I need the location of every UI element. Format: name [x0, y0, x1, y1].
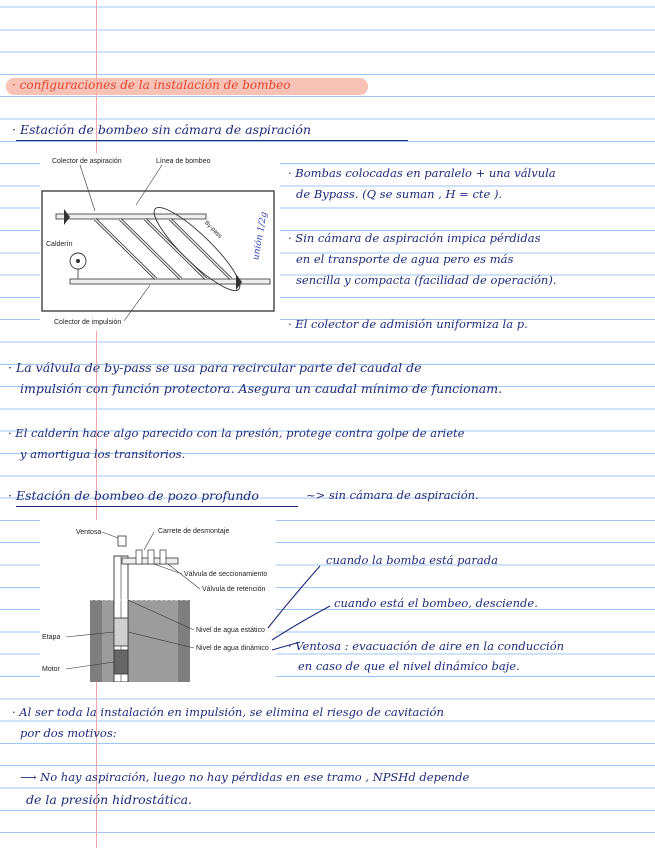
label-ventosa: Ventosa: [76, 529, 102, 536]
note-ventosa-line1: · Ventosa : evacuación de aire en la conducción: [288, 639, 565, 653]
label-motor: Motor: [42, 666, 60, 673]
paragraph2-line2: y amortigua los transitorios.: [20, 447, 186, 461]
label-nivel-dinamico: Nivel de agua dinámico: [196, 645, 269, 652]
closing-line2: por dos motivos:: [20, 726, 117, 740]
section2-heading: · Estación de bombeo de pozo profundo: [8, 488, 259, 503]
label-colector-aspiracion: Colector de aspiración: [52, 158, 122, 165]
closing-line4: de la presión hidrostática.: [26, 792, 193, 807]
section2-heading-suffix: ~> sin cámara de aspiración.: [306, 488, 479, 502]
bullet2-line3: sencilla y compacta (facilidad de operación).: [296, 273, 557, 287]
label-bypass: By-pass: [203, 220, 223, 240]
paragraph1-line2: impulsión con función protectora. Asegura un caudal mínimo de funcionam.: [20, 381, 503, 396]
closing-line3: ⟶ No hay aspiración, luego no hay pérdidas en ese tramo , NPSHd depende: [20, 770, 470, 784]
handwritten-annotation: unión 1/2g: [251, 211, 270, 261]
note-ventosa-line2: en caso de que el nivel dinámico baje.: [298, 659, 520, 673]
closing-line1: · Al ser toda la instalación en impulsión, se elimina el riesgo de cavitación: [12, 705, 444, 719]
section1-heading: · Estación de bombeo sin cámara de aspiración: [12, 122, 311, 137]
paragraph1-line1: · La válvula de by-pass se usa para recircular parte del caudal de: [8, 360, 422, 375]
paragraph2-line1: · El calderín hace algo parecido con la presión, protege contra golpe de ariete: [8, 426, 465, 440]
bullet2-line1: · Sin cámara de aspiración impica pérdidas: [288, 231, 541, 245]
label-valvula-retencion: Válvula de retención: [202, 586, 266, 593]
label-calderin: Calderín: [46, 241, 73, 248]
label-etapa: Etapa: [42, 634, 61, 641]
page-title: · configuraciones de la instalación de bombeo: [12, 78, 291, 92]
bullet3-line1: · El colector de admisión uniformiza la p.: [288, 317, 528, 331]
label-carrete: Carrete de desmontaje: [158, 528, 230, 535]
label-linea-bombeo: Línea de bombeo: [156, 158, 211, 165]
bullet2-line2: en el transporte de agua pero es más: [296, 252, 514, 266]
note-bombeo-desciende: cuando está el bombeo, desciende.: [334, 596, 538, 610]
bullet1-line2: de Bypass. (Q se suman , H = cte ).: [296, 187, 503, 201]
label-nivel-estatico: Nivel de agua estático: [196, 627, 265, 634]
bullet1-line1: · Bombas colocadas en paralelo + una válvula: [288, 166, 556, 180]
note-bomba-parada: cuando la bomba está parada: [326, 553, 498, 567]
label-valvula-seccionamiento: Válvula de seccionamiento: [184, 571, 268, 578]
label-colector-impulsion: Colector de impulsión: [54, 319, 122, 326]
